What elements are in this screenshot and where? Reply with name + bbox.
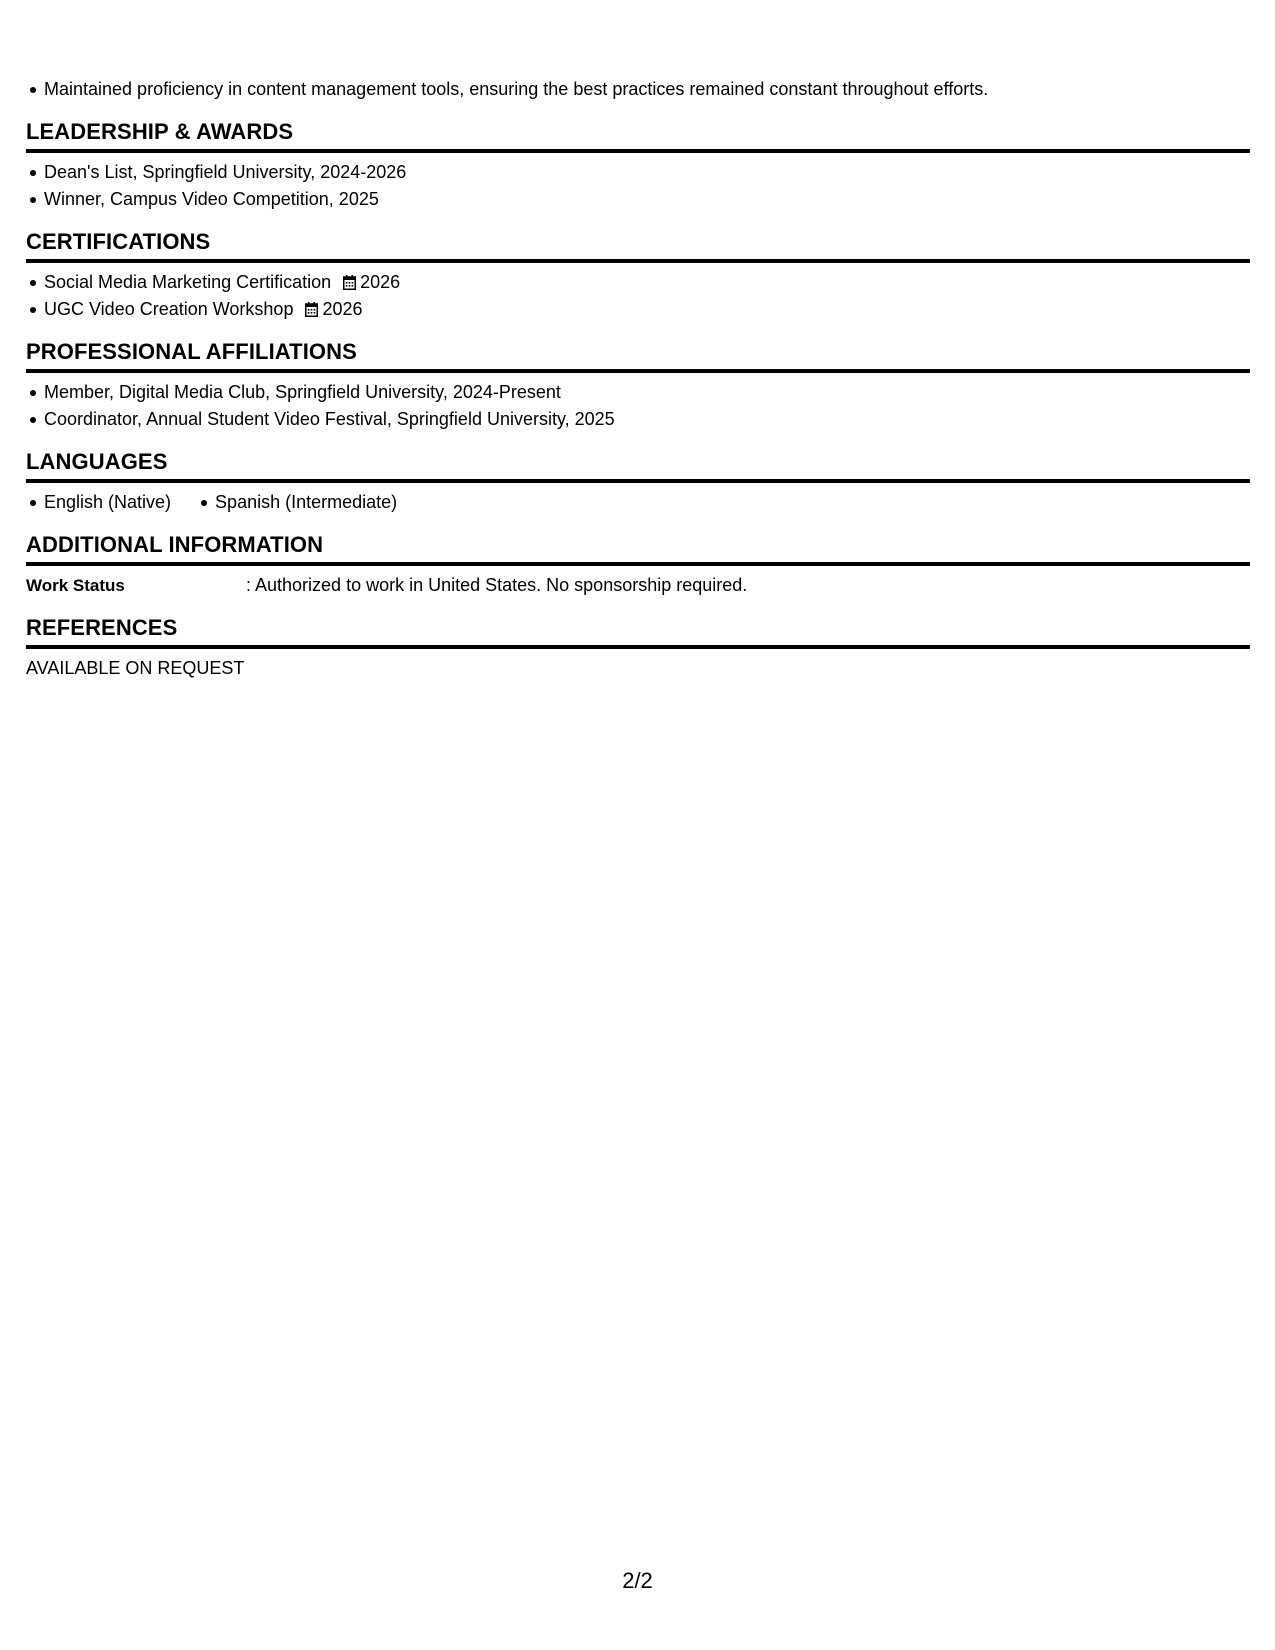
list-item: Member, Digital Media Club, Springfield University, 2024-Present (44, 379, 1250, 406)
certification-year: 2026 (322, 299, 363, 319)
calendar-icon (343, 275, 356, 290)
list-item: Spanish (Intermediate) (215, 489, 397, 516)
section-certifications (26, 229, 1250, 323)
certification-year: 2026 (360, 272, 401, 292)
work-status-row (26, 572, 1250, 599)
certification-name: UGC Video Creation Workshop (44, 299, 294, 319)
section-title: PROFESSIONAL AFFILIATIONS (26, 339, 1250, 373)
leadership-list (26, 159, 1250, 213)
section-additional-information (26, 532, 1250, 599)
section-title: LEADERSHIP & AWARDS (26, 119, 1250, 153)
page-number: 2/2 (622, 1568, 653, 1593)
languages-list (26, 489, 1250, 516)
list-item (44, 269, 1250, 296)
section-title: ADDITIONAL INFORMATION (26, 532, 1250, 566)
section-languages (26, 449, 1250, 516)
section-leadership (26, 119, 1250, 213)
section-title: REFERENCES (26, 615, 1250, 649)
section-title: CERTIFICATIONS (26, 229, 1250, 263)
resume-page (26, 76, 1250, 682)
list-item: Coordinator, Annual Student Video Festival, Springfield University, 2025 (44, 406, 1250, 433)
work-status-value: : Authorized to work in United States. No sponsorship required. (246, 575, 748, 595)
list-item: Winner, Campus Video Competition, 2025 (44, 186, 1250, 213)
section-title: LANGUAGES (26, 449, 1250, 483)
affiliations-list (26, 379, 1250, 433)
calendar-icon (305, 302, 318, 317)
list-item: Maintained proficiency in content management tools, ensuring the best practices remained constant throughout efforts. (44, 76, 1250, 103)
list-item: English (Native) (44, 489, 171, 516)
section-references (26, 615, 1250, 682)
references-text: AVAILABLE ON REQUEST (26, 658, 245, 678)
list-item: Dean's List, Springfield University, 2024-2026 (44, 159, 1250, 186)
intro-bullet-list (26, 76, 1250, 103)
section-affiliations (26, 339, 1250, 433)
certifications-list (26, 269, 1250, 323)
work-status-label: Work Status (26, 576, 125, 595)
certification-name: Social Media Marketing Certification (44, 272, 332, 292)
list-item (44, 296, 1250, 323)
